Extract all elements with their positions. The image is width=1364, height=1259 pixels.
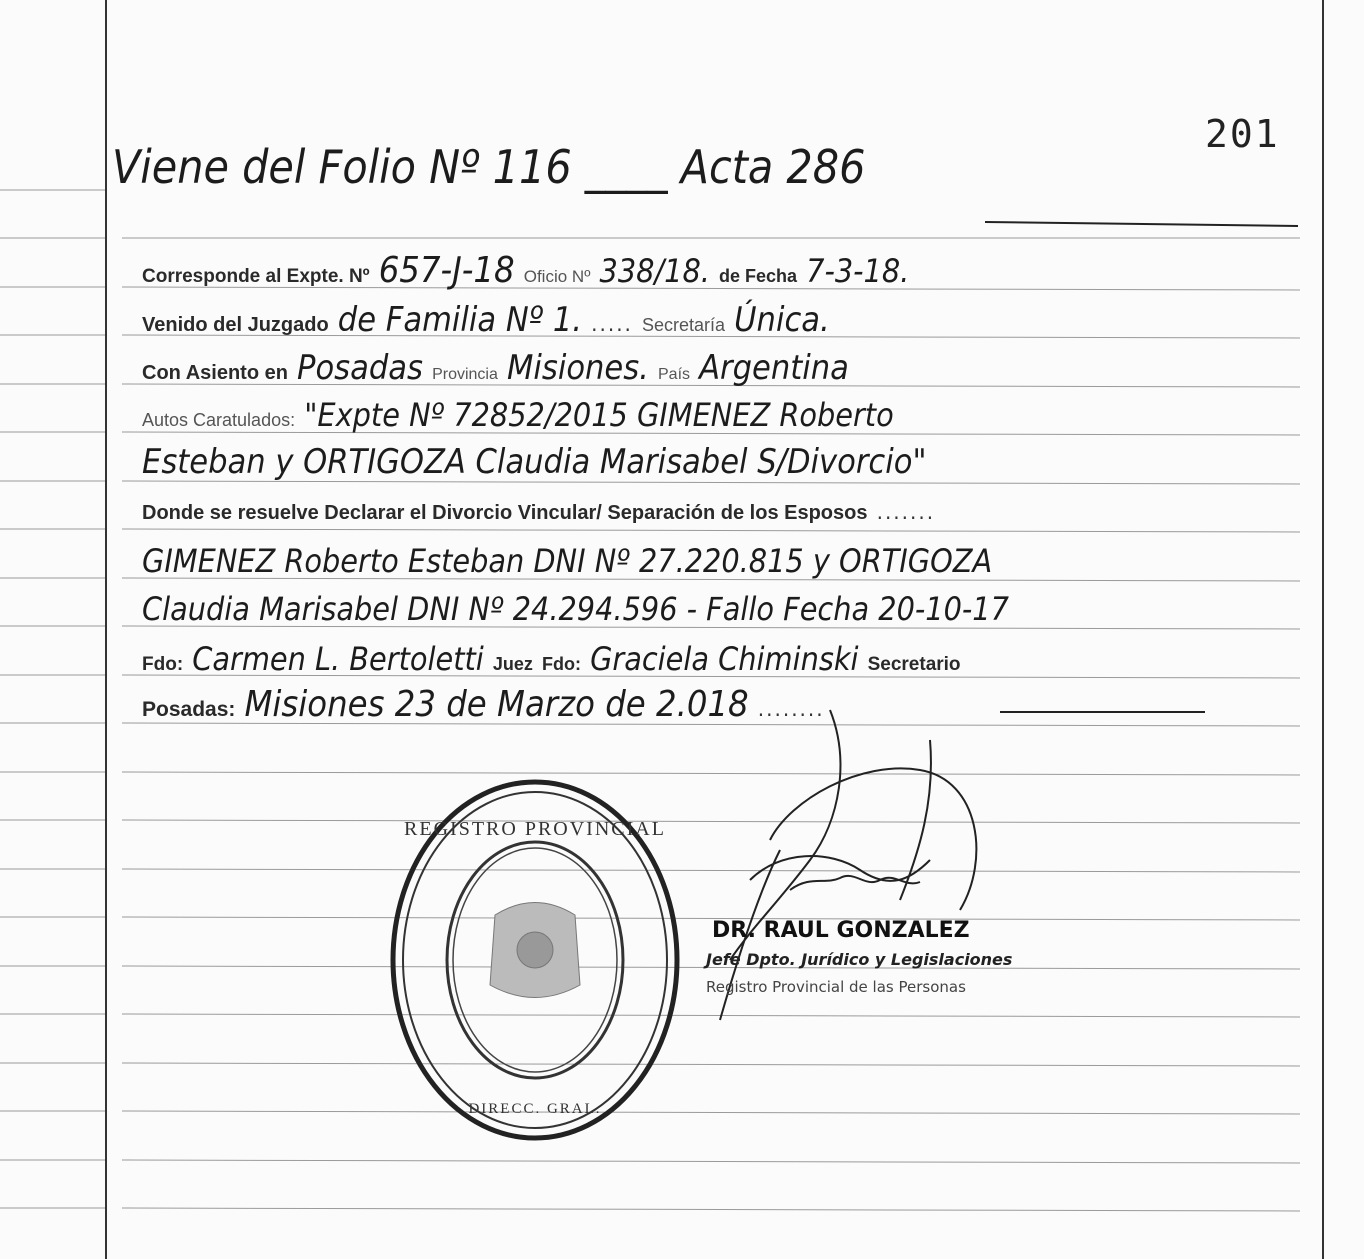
fdo-secretario-value: Graciela Chiminski [590, 640, 859, 678]
fdo-juez-value: Carmen L. Bertoletti [192, 640, 484, 678]
oficio-label: Oficio Nº [523, 267, 591, 286]
fecha-label: de Fecha [719, 266, 798, 286]
dots: ....... [876, 500, 936, 524]
secretario-label: Secretario [867, 654, 961, 675]
secretaria-value: Única. [734, 300, 830, 340]
juzgado-line [142, 300, 834, 340]
asiento-value: Posadas [297, 348, 423, 388]
asiento-label: Con Asiento en [142, 362, 288, 384]
page-number: 201 [1205, 112, 1280, 156]
official-stamp [385, 775, 685, 1145]
autos-line [142, 396, 898, 434]
signature-org: Registro Provincial de las Personas [706, 978, 966, 996]
posadas-label: Posadas: [142, 698, 236, 721]
juzgado-label: Venido del Juzgado [142, 314, 329, 336]
autos-value-2: Esteban y ORTIGOZA Claudia Marisabel S/Divorcio" [142, 442, 927, 482]
autos-value-1: "Expte Nº 72852/2015 GIMENEZ Roberto [304, 396, 894, 434]
signature-name: DR. RAUL GONZALEZ [712, 918, 970, 943]
stamp-text-bottom: DIRECC. GRAL. [468, 1101, 602, 1117]
signature-role: Jefe Dpto. Jurídico y Legislaciones [706, 950, 1013, 969]
esposos-value-1: GIMENEZ Roberto Esteban DNI Nº 27.220.815 y ORTIGOZA [142, 542, 993, 580]
posadas-value: Misiones 23 de Marzo de 2.018 [244, 684, 749, 725]
stamp-text-top: REGISTRO PROVINCIAL [404, 818, 666, 840]
esposos-line-2 [142, 590, 1013, 628]
esposos-line-1 [142, 542, 996, 580]
expte-line [142, 250, 913, 291]
juzgado-value: de Familia Nº 1. [337, 300, 583, 340]
fdo-label: Fdo: [142, 654, 184, 675]
resuelve-label: Donde se resuelve Declarar el Divorcio Vincular/ Separación de los Esposos [142, 502, 868, 524]
resuelve-line [142, 500, 939, 525]
juez-label: Juez [492, 654, 533, 674]
esposos-value-2: Claudia Marisabel DNI Nº 24.294.596 - Fallo Fecha 20-10-17 [142, 590, 1009, 628]
left-margin-line [105, 0, 107, 1259]
asiento-line [142, 348, 853, 388]
expte-value: 657-J-18 [378, 250, 515, 291]
provincia-label: Provincia [432, 366, 498, 383]
autos-line-2 [142, 442, 931, 482]
fecha-value: 7-3-18. [806, 252, 910, 290]
right-margin-line [1322, 0, 1324, 1259]
secretaria-label: Secretaría [642, 315, 726, 335]
autos-label: Autos Caratulados: [142, 410, 296, 430]
viene-del-folio: Viene del Folio Nº 116 ____ Acta 286 [112, 140, 866, 194]
pais-value: Argentina [699, 348, 849, 388]
oficio-value: 338/18. [599, 252, 710, 290]
fdo2-label: Fdo: [541, 654, 581, 674]
expte-label: Corresponde al Expte. Nº [142, 266, 370, 287]
provincia-value: Misiones. [506, 348, 649, 388]
dots: ........ [757, 697, 825, 721]
dots: ..... [591, 312, 633, 336]
fdo-line [142, 640, 965, 678]
pais-label: País [658, 366, 691, 383]
